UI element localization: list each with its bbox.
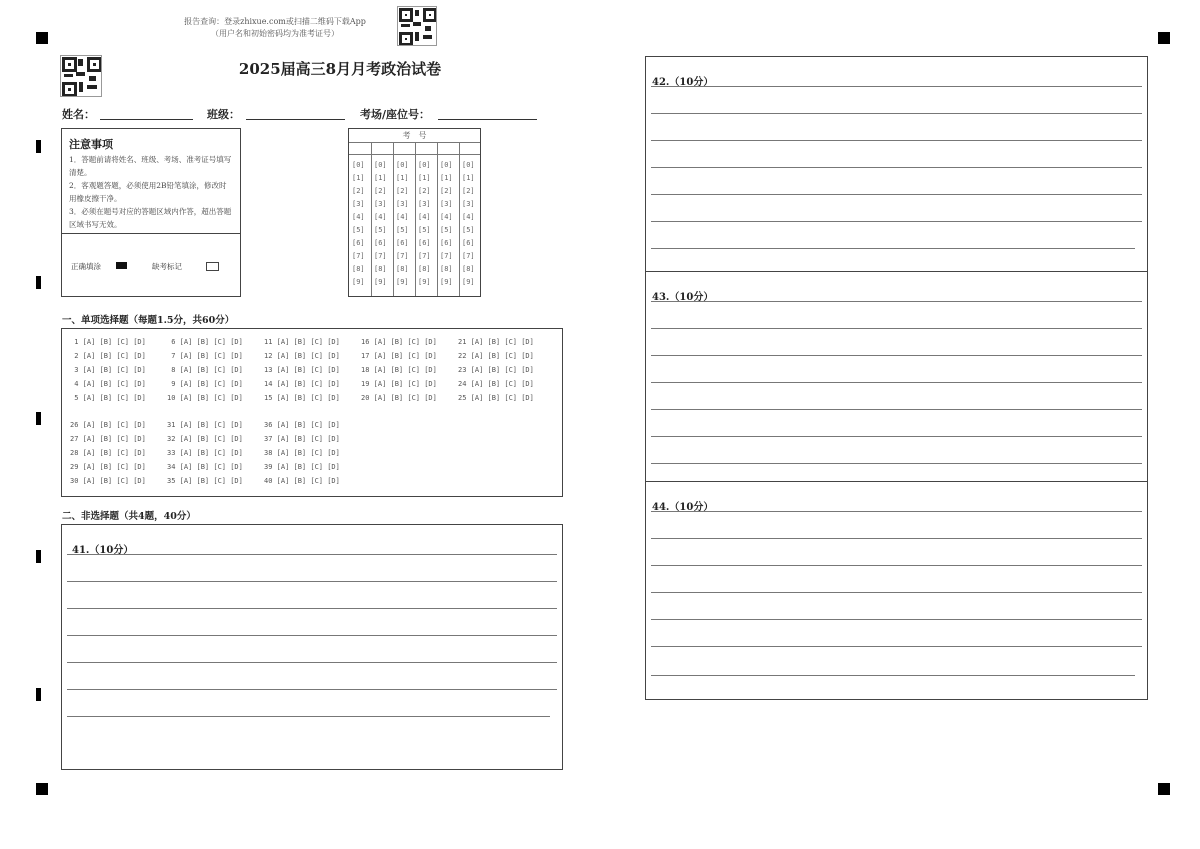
exam-digit-bubble[interactable]: [3] (396, 200, 409, 208)
exam-digit-bubble[interactable]: [0] (374, 161, 387, 169)
section1-title: 一、单项选择题（每题1.5分，共60分） (62, 315, 235, 326)
exam-digit-bubble[interactable]: [6] (440, 239, 453, 247)
exam-digit-bubble[interactable]: [9] (396, 278, 409, 286)
exam-digit-bubble[interactable]: [1] (374, 174, 387, 182)
exam-digit-bubble[interactable]: [6] (396, 239, 409, 247)
q43-heading: 43.（10分） (652, 292, 714, 303)
exam-digit-bubble[interactable]: [1] (440, 174, 453, 182)
exam-digit-bubble[interactable]: [3] (352, 200, 365, 208)
timing-mark (36, 550, 41, 563)
exam-digit-bubble[interactable]: [2] (440, 187, 453, 195)
choice-question-row[interactable]: 19 [A] [B] [C] [D] (361, 380, 437, 388)
q43-answer-box[interactable] (646, 271, 1147, 481)
choice-question-row[interactable]: 15 [A] [B] [C] [D] (264, 394, 340, 402)
download-qr-code (397, 6, 437, 46)
choice-question-row[interactable]: 16 [A] [B] [C] [D] (361, 338, 437, 346)
choice-question-row[interactable]: 36 [A] [B] [C] [D] (264, 421, 340, 429)
choice-question-row[interactable]: 14 [A] [B] [C] [D] (264, 380, 340, 388)
notice-item: 3．必须在题号对应的答题区域内作答，超出答题区域书写无效。 (69, 207, 232, 229)
q41-heading: 41.（10分） (72, 545, 134, 556)
notice-title: 注意事项 (69, 138, 113, 151)
exam-digit-bubble[interactable]: [1] (462, 174, 475, 182)
choice-question-row[interactable]: 35 [A] [B] [C] [D] (167, 477, 243, 485)
right-answer-column (645, 56, 1148, 700)
q41-answer-box[interactable] (61, 524, 563, 770)
exam-digit-bubble[interactable]: [7] (352, 252, 365, 260)
choice-question-row[interactable]: 18 [A] [B] [C] [D] (361, 366, 437, 374)
exam-digit-bubble[interactable]: [6] (462, 239, 475, 247)
exam-digit-bubble[interactable]: [8] (462, 265, 475, 273)
choice-question-row[interactable]: 5 [A] [B] [C] [D] (70, 394, 146, 402)
choice-question-row[interactable]: 26 [A] [B] [C] [D] (70, 421, 146, 429)
registration-mark (36, 783, 48, 795)
exam-digit-bubble[interactable]: [1] (352, 174, 365, 182)
exam-digit-bubble[interactable]: [7] (418, 252, 431, 260)
hint-line: 报告查询：登录zhixue.com或扫描二维码下载App (184, 17, 366, 26)
choice-question-row[interactable]: 37 [A] [B] [C] [D] (264, 435, 340, 443)
choice-answer-area (61, 328, 563, 497)
choice-question-row[interactable]: 39 [A] [B] [C] [D] (264, 463, 340, 471)
choice-question-row[interactable]: 1 [A] [B] [C] [D] (70, 338, 146, 346)
choice-question-row[interactable]: 29 [A] [B] [C] [D] (70, 463, 146, 471)
exam-digit-bubble[interactable]: [6] (352, 239, 365, 247)
exam-digit-bubble[interactable]: [5] (462, 226, 475, 234)
absent-label: 缺考标记 (152, 262, 182, 271)
name-field[interactable] (100, 119, 193, 120)
registration-mark (1158, 783, 1170, 795)
choice-question-row[interactable]: 31 [A] [B] [C] [D] (167, 421, 243, 429)
exam-digit-bubble[interactable]: [0] (440, 161, 453, 169)
timing-mark (36, 276, 41, 289)
choice-question-row[interactable]: 8 [A] [B] [C] [D] (167, 366, 243, 374)
exam-digit-bubble[interactable]: [2] (462, 187, 475, 195)
exam-digit-bubble[interactable]: [9] (352, 278, 365, 286)
exam-digit-bubble[interactable]: [4] (418, 213, 431, 221)
notice-item: 2．客观题答题，必须使用2B铅笔填涂，修改时用橡皮擦干净。 (69, 181, 227, 203)
student-qr-code (60, 55, 102, 97)
exam-digit-bubble[interactable]: [8] (374, 265, 387, 273)
choice-question-row[interactable]: 33 [A] [B] [C] [D] (167, 449, 243, 457)
exam-digit-bubble[interactable]: [4] (352, 213, 365, 221)
exam-title: 2025届高三8月月考政治试卷 (238, 60, 442, 78)
exam-digit-bubble[interactable]: [7] (440, 252, 453, 260)
exam-digit-bubble[interactable]: [3] (374, 200, 387, 208)
choice-question-row[interactable]: 12 [A] [B] [C] [D] (264, 352, 340, 360)
choice-question-row[interactable]: 34 [A] [B] [C] [D] (167, 463, 243, 471)
filled-bubble-sample (116, 262, 127, 269)
exam-digit-bubble[interactable]: [9] (440, 278, 453, 286)
exam-digit-bubble[interactable]: [1] (396, 174, 409, 182)
exam-digit-bubble[interactable]: [8] (396, 265, 409, 273)
choice-question-row[interactable]: 24 [A] [B] [C] [D] (458, 380, 534, 388)
q42-answer-box[interactable] (646, 57, 1147, 271)
seat-field[interactable] (438, 119, 537, 120)
choice-question-row[interactable]: 13 [A] [B] [C] [D] (264, 366, 340, 374)
choice-question-row[interactable]: 23 [A] [B] [C] [D] (458, 366, 534, 374)
exam-digit-bubble[interactable]: [7] (374, 252, 387, 260)
exam-digit-bubble[interactable]: [1] (418, 174, 431, 182)
exam-digit-bubble[interactable]: [0] (396, 161, 409, 169)
exam-digit-bubble[interactable]: [0] (418, 161, 431, 169)
choice-question-row[interactable]: 3 [A] [B] [C] [D] (70, 366, 146, 374)
choice-question-row[interactable]: 4 [A] [B] [C] [D] (70, 380, 146, 388)
exam-digit-bubble[interactable]: [5] (396, 226, 409, 234)
exam-digit-bubble[interactable]: [6] (374, 239, 387, 247)
exam-digit-bubble[interactable]: [9] (374, 278, 387, 286)
exam-number-header: 考 号 (349, 129, 480, 143)
notice-box (61, 128, 241, 297)
q44-answer-box[interactable] (646, 481, 1147, 699)
exam-number-grid (348, 128, 481, 297)
choice-question-row[interactable]: 7 [A] [B] [C] [D] (167, 352, 243, 360)
choice-question-row[interactable]: 20 [A] [B] [C] [D] (361, 394, 437, 402)
choice-question-row[interactable]: 32 [A] [B] [C] [D] (167, 435, 243, 443)
exam-digit-bubble[interactable]: [8] (352, 265, 365, 273)
exam-digit-bubble[interactable]: [3] (418, 200, 431, 208)
exam-digit-bubble[interactable]: [3] (462, 200, 475, 208)
choice-question-row[interactable]: 38 [A] [B] [C] [D] (264, 449, 340, 457)
class-label: 班级： (207, 108, 240, 121)
exam-digit-bubble[interactable]: [4] (374, 213, 387, 221)
exam-digit-bubble[interactable]: [5] (440, 226, 453, 234)
q44-heading: 44.（10分） (652, 502, 714, 513)
q42-heading: 42.（10分） (652, 77, 714, 88)
name-label: 姓名： (62, 108, 95, 121)
exam-digit-bubble[interactable]: [2] (396, 187, 409, 195)
choice-question-row[interactable]: 27 [A] [B] [C] [D] (70, 435, 146, 443)
hint-line: （用户名和初始密码均为准考证号） (211, 29, 339, 38)
exam-digit-bubble[interactable]: [2] (352, 187, 365, 195)
class-field[interactable] (246, 119, 345, 120)
exam-digit-bubble[interactable]: [8] (418, 265, 431, 273)
timing-mark (36, 688, 41, 701)
exam-digit-bubble[interactable]: [6] (418, 239, 431, 247)
timing-mark (36, 140, 41, 153)
exam-digit-bubble[interactable]: [5] (352, 226, 365, 234)
exam-digit-bubble[interactable]: [5] (374, 226, 387, 234)
exam-digit-bubble[interactable]: [0] (352, 161, 365, 169)
exam-digit-bubble[interactable]: [4] (462, 213, 475, 221)
choice-question-row[interactable]: 6 [A] [B] [C] [D] (167, 338, 243, 346)
notice-item: 1．答题前请将姓名、班级、考场、准考证号填写清楚。 (69, 155, 232, 177)
choice-question-row[interactable]: 40 [A] [B] [C] [D] (264, 477, 340, 485)
exam-digit-bubble[interactable]: [7] (396, 252, 409, 260)
exam-digit-bubble[interactable]: [8] (440, 265, 453, 273)
correct-fill-label: 正确填涂 (71, 262, 101, 271)
choice-question-row[interactable]: 22 [A] [B] [C] [D] (458, 352, 534, 360)
exam-digit-bubble[interactable]: [4] (396, 213, 409, 221)
timing-mark (36, 412, 41, 425)
exam-digit-bubble[interactable]: [5] (418, 226, 431, 234)
choice-question-row[interactable]: 21 [A] [B] [C] [D] (458, 338, 534, 346)
download-hint (170, 16, 380, 40)
seat-label: 考场/座位号： (360, 108, 431, 121)
notice-list (69, 153, 234, 231)
choice-question-row[interactable]: 28 [A] [B] [C] [D] (70, 449, 146, 457)
choice-question-row[interactable]: 11 [A] [B] [C] [D] (264, 338, 340, 346)
exam-digit-bubble[interactable]: [4] (440, 213, 453, 221)
choice-question-row[interactable]: 25 [A] [B] [C] [D] (458, 394, 534, 402)
exam-digit-bubble[interactable]: [7] (462, 252, 475, 260)
choice-question-row[interactable]: 30 [A] [B] [C] [D] (70, 477, 146, 485)
exam-digit-bubble[interactable]: [0] (462, 161, 475, 169)
choice-question-row[interactable]: 9 [A] [B] [C] [D] (167, 380, 243, 388)
exam-number-columns (349, 142, 480, 296)
choice-question-row[interactable]: 10 [A] [B] [C] [D] (167, 394, 243, 402)
exam-digit-bubble[interactable]: [9] (418, 278, 431, 286)
exam-digit-bubble[interactable]: [2] (374, 187, 387, 195)
registration-mark (36, 32, 48, 44)
exam-digit-bubble[interactable]: [2] (418, 187, 431, 195)
absent-mark-box[interactable] (206, 262, 219, 271)
registration-mark (1158, 32, 1170, 44)
choice-question-row[interactable]: 17 [A] [B] [C] [D] (361, 352, 437, 360)
choice-question-row[interactable]: 2 [A] [B] [C] [D] (70, 352, 146, 360)
divider (62, 233, 240, 234)
section2-title: 二、非选择题（共4题，40分） (62, 511, 196, 522)
exam-digit-bubble[interactable]: [9] (462, 278, 475, 286)
exam-digit-bubble[interactable]: [3] (440, 200, 453, 208)
